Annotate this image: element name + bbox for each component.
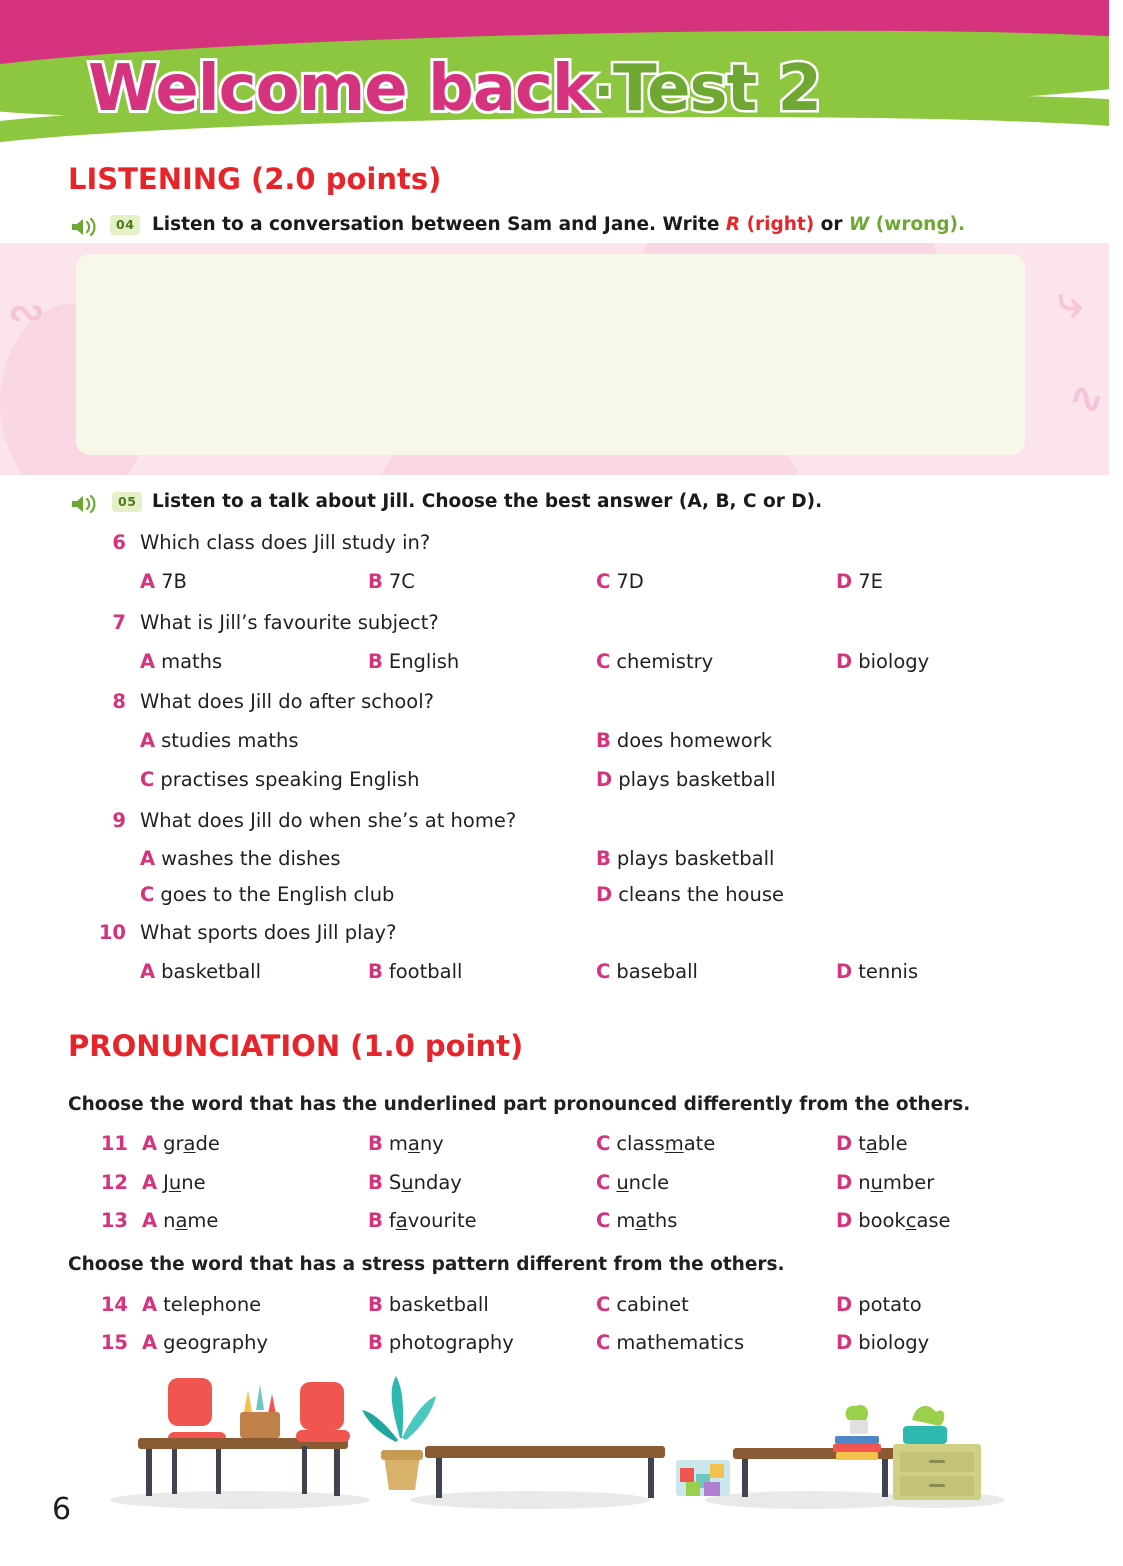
page-right-margin bbox=[1109, 0, 1123, 1566]
option-text-pre: m bbox=[616, 1209, 636, 1232]
option-text-underlined: m bbox=[664, 1132, 684, 1155]
option-letter: C bbox=[596, 1331, 611, 1354]
option-letter: D bbox=[836, 570, 853, 593]
instruction-or: or bbox=[814, 214, 849, 235]
page-title-separator: · bbox=[593, 60, 613, 123]
option-letter: C bbox=[596, 1132, 611, 1155]
listening-task2-instruction: Listen to a talk about Jill. Choose the best answer (A, B, C or D). bbox=[152, 491, 823, 512]
decor-squiggle: ⤷ bbox=[1058, 277, 1083, 328]
option-text-post: ate bbox=[683, 1132, 716, 1155]
option-letter: B bbox=[368, 650, 383, 673]
option-text-pre: book bbox=[858, 1209, 906, 1232]
option-9-B[interactable] bbox=[596, 847, 774, 870]
option-text: basketball bbox=[388, 1293, 489, 1316]
option-6-D[interactable] bbox=[836, 570, 883, 593]
option-6-A[interactable] bbox=[140, 570, 187, 593]
question-number-14: 14 bbox=[100, 1293, 128, 1316]
pronunciation-instruction-2: Choose the word that has a stress pattern different from the others. bbox=[68, 1254, 785, 1275]
option-letter: A bbox=[142, 1209, 158, 1232]
option-7-D[interactable] bbox=[836, 650, 929, 673]
option-letter: A bbox=[142, 1171, 158, 1194]
question-number-15: 15 bbox=[100, 1331, 128, 1354]
option-10-D[interactable] bbox=[836, 960, 918, 983]
option-12-A[interactable] bbox=[142, 1171, 206, 1194]
option-letter: A bbox=[142, 1331, 158, 1354]
option-text: practises speaking English bbox=[160, 768, 420, 791]
page-title-sub: Test 2 bbox=[612, 52, 822, 126]
option-text: biology bbox=[858, 1331, 930, 1354]
option-text-underlined: u bbox=[870, 1171, 883, 1194]
question-number-10: 10 bbox=[98, 921, 126, 944]
option-text: 7B bbox=[161, 570, 187, 593]
option-letter: B bbox=[368, 570, 383, 593]
question-number-6: 6 bbox=[112, 531, 126, 554]
option-text: studies maths bbox=[161, 729, 299, 752]
option-8-D[interactable] bbox=[596, 768, 776, 791]
option-text-pre: class bbox=[616, 1132, 665, 1155]
instruction-r-word: (right) bbox=[740, 214, 815, 235]
option-text: photography bbox=[388, 1331, 514, 1354]
option-text: potato bbox=[858, 1293, 922, 1316]
audio-track-badge-04[interactable]: 04 bbox=[110, 215, 140, 235]
option-text-pre: m bbox=[388, 1132, 408, 1155]
option-11-C[interactable] bbox=[596, 1132, 715, 1155]
option-9-D[interactable] bbox=[596, 883, 784, 906]
speaker-icon bbox=[70, 215, 100, 239]
option-11-A[interactable] bbox=[142, 1132, 220, 1155]
option-text: plays basketball bbox=[616, 847, 775, 870]
page-number: 6 bbox=[52, 1492, 72, 1527]
option-text: goes to the English club bbox=[160, 883, 395, 906]
option-12-D[interactable] bbox=[836, 1171, 934, 1194]
option-letter: D bbox=[836, 960, 853, 983]
option-letter: B bbox=[368, 1209, 383, 1232]
option-13-C[interactable] bbox=[596, 1209, 677, 1232]
option-letter: B bbox=[596, 847, 611, 870]
option-text: cleans the house bbox=[618, 883, 784, 906]
question-number-8: 8 bbox=[112, 690, 126, 713]
option-text: telephone bbox=[163, 1293, 262, 1316]
option-text-post: ncle bbox=[628, 1171, 670, 1194]
option-letter: C bbox=[596, 1293, 611, 1316]
option-letter: C bbox=[596, 1209, 611, 1232]
option-letter: A bbox=[140, 570, 156, 593]
option-text: maths bbox=[161, 650, 223, 673]
option-text-underlined: a bbox=[635, 1209, 648, 1232]
option-6-C[interactable] bbox=[596, 570, 644, 593]
option-letter: D bbox=[596, 768, 613, 791]
pronunciation-section-title: PRONUNCIATION (1.0 point) bbox=[68, 1029, 524, 1063]
option-8-B[interactable] bbox=[596, 729, 772, 752]
question-number-9: 9 bbox=[112, 809, 126, 832]
option-7-B[interactable] bbox=[368, 650, 459, 673]
pronunciation-instruction-1: Choose the word that has the underlined part pronounced differently from the others. bbox=[68, 1094, 971, 1115]
option-text: 7D bbox=[616, 570, 644, 593]
question-number-7: 7 bbox=[112, 611, 126, 634]
decor-squiggle: ∿ bbox=[1068, 373, 1105, 424]
decor-squiggle: ∾ bbox=[8, 287, 45, 338]
option-text-underlined: u bbox=[616, 1171, 629, 1194]
instruction-w-word: (wrong). bbox=[869, 214, 966, 235]
classroom-illustration bbox=[0, 1360, 1123, 1520]
option-14-B[interactable] bbox=[368, 1293, 489, 1316]
option-text-pre: J bbox=[163, 1171, 169, 1194]
option-text-pre: S bbox=[388, 1171, 402, 1194]
option-text-post: nday bbox=[413, 1171, 462, 1194]
option-text-post: ase bbox=[916, 1209, 951, 1232]
option-11-D[interactable] bbox=[836, 1132, 908, 1155]
option-text: basketball bbox=[161, 960, 261, 983]
option-letter: B bbox=[368, 1331, 383, 1354]
option-text-post: ne bbox=[181, 1171, 206, 1194]
option-text: tennis bbox=[858, 960, 919, 983]
option-text: mathematics bbox=[616, 1331, 745, 1354]
listening-task1-instruction bbox=[152, 214, 965, 235]
true-false-answer-box bbox=[76, 254, 1025, 455]
option-text: 7E bbox=[858, 570, 883, 593]
option-text-pre: f bbox=[388, 1209, 396, 1232]
listening-section-title: LISTENING (2.0 points) bbox=[68, 162, 442, 196]
option-letter: A bbox=[140, 650, 156, 673]
option-letter: C bbox=[596, 960, 611, 983]
option-text-underlined: a bbox=[407, 1132, 420, 1155]
option-text-post: de bbox=[195, 1132, 220, 1155]
option-10-B[interactable] bbox=[368, 960, 462, 983]
option-text-post: ths bbox=[647, 1209, 678, 1232]
question-text-8: What does Jill do after school? bbox=[140, 690, 435, 713]
option-text-post: me bbox=[187, 1209, 219, 1232]
option-text-pre: gr bbox=[163, 1132, 184, 1155]
option-letter: D bbox=[836, 1209, 853, 1232]
question-number-11: 11 bbox=[100, 1132, 128, 1155]
option-11-B[interactable] bbox=[368, 1132, 444, 1155]
option-letter: C bbox=[596, 650, 611, 673]
option-letter: A bbox=[140, 729, 156, 752]
option-text-underlined: a bbox=[865, 1132, 878, 1155]
option-text: geography bbox=[163, 1331, 269, 1354]
option-text: washes the dishes bbox=[161, 847, 341, 870]
option-15-B[interactable] bbox=[368, 1331, 514, 1354]
option-letter: B bbox=[368, 1171, 383, 1194]
option-14-A[interactable] bbox=[142, 1293, 261, 1316]
option-15-C[interactable] bbox=[596, 1331, 744, 1354]
option-text-post: ble bbox=[877, 1132, 908, 1155]
option-10-A[interactable] bbox=[140, 960, 261, 983]
option-text: English bbox=[388, 650, 460, 673]
option-letter: A bbox=[140, 847, 156, 870]
instruction-text-pre: Listen to a conversation between Sam and Jane. Write bbox=[152, 214, 726, 235]
page-title bbox=[88, 52, 821, 126]
option-text: chemistry bbox=[616, 650, 714, 673]
question-text-7: What is Jill’s favourite subject? bbox=[140, 611, 439, 634]
instruction-r-letter: R bbox=[725, 214, 741, 235]
option-letter: D bbox=[836, 1171, 853, 1194]
option-letter: D bbox=[836, 650, 853, 673]
option-letter: C bbox=[596, 570, 611, 593]
option-text-post: mber bbox=[882, 1171, 935, 1194]
question-number-13: 13 bbox=[100, 1209, 128, 1232]
option-letter: A bbox=[142, 1293, 158, 1316]
audio-track-badge-05[interactable]: 05 bbox=[112, 492, 142, 512]
option-text-underlined: a bbox=[175, 1209, 188, 1232]
option-text: cabinet bbox=[616, 1293, 689, 1316]
option-text-pre: n bbox=[163, 1209, 176, 1232]
option-9-C[interactable] bbox=[140, 883, 394, 906]
option-letter: C bbox=[140, 768, 155, 791]
option-text-underlined: u bbox=[168, 1171, 182, 1194]
option-15-A[interactable] bbox=[142, 1331, 268, 1354]
option-text: football bbox=[388, 960, 463, 983]
option-13-B[interactable] bbox=[368, 1209, 477, 1232]
option-13-A[interactable] bbox=[142, 1209, 218, 1232]
option-text: plays basketball bbox=[618, 768, 776, 791]
option-14-D[interactable] bbox=[836, 1293, 922, 1316]
option-9-A[interactable] bbox=[140, 847, 341, 870]
option-text-underlined: u bbox=[401, 1171, 414, 1194]
option-15-D[interactable] bbox=[836, 1331, 929, 1354]
option-7-A[interactable] bbox=[140, 650, 222, 673]
option-text-underlined: a bbox=[183, 1132, 196, 1155]
option-letter: B bbox=[368, 1293, 383, 1316]
question-text-9: What does Jill do when she’s at home? bbox=[140, 809, 517, 832]
option-text: biology bbox=[858, 650, 930, 673]
option-letter: C bbox=[596, 1171, 611, 1194]
option-6-B[interactable] bbox=[368, 570, 415, 593]
option-text-underlined: a bbox=[395, 1209, 408, 1232]
option-letter: D bbox=[596, 883, 613, 906]
option-text-post: ny bbox=[419, 1132, 444, 1155]
option-12-B[interactable] bbox=[368, 1171, 462, 1194]
option-8-A[interactable] bbox=[140, 729, 299, 752]
speaker-icon bbox=[70, 492, 100, 516]
question-text-10: What sports does Jill play? bbox=[140, 921, 397, 944]
option-letter: D bbox=[836, 1132, 853, 1155]
option-letter: B bbox=[368, 960, 383, 983]
option-13-D[interactable] bbox=[836, 1209, 951, 1232]
option-text-underlined: c bbox=[905, 1209, 917, 1232]
option-text: baseball bbox=[616, 960, 698, 983]
option-text: 7C bbox=[388, 570, 415, 593]
option-7-C[interactable] bbox=[596, 650, 713, 673]
question-number-12: 12 bbox=[100, 1171, 128, 1194]
option-14-C[interactable] bbox=[596, 1293, 689, 1316]
option-text-pre: n bbox=[858, 1171, 871, 1194]
option-text: does homework bbox=[616, 729, 773, 752]
option-8-C[interactable] bbox=[140, 768, 420, 791]
option-text-post: vourite bbox=[407, 1209, 477, 1232]
option-letter: D bbox=[836, 1331, 853, 1354]
option-letter: B bbox=[596, 729, 611, 752]
option-letter: C bbox=[140, 883, 155, 906]
option-letter: B bbox=[368, 1132, 383, 1155]
page-title-main: Welcome back bbox=[88, 52, 594, 126]
option-letter: A bbox=[142, 1132, 158, 1155]
option-12-C[interactable] bbox=[596, 1171, 669, 1194]
option-letter: D bbox=[836, 1293, 853, 1316]
question-text-6: Which class does Jill study in? bbox=[140, 531, 431, 554]
option-text-pre: t bbox=[858, 1132, 866, 1155]
option-10-C[interactable] bbox=[596, 960, 698, 983]
instruction-w-letter: W bbox=[848, 214, 870, 235]
option-letter: A bbox=[140, 960, 156, 983]
